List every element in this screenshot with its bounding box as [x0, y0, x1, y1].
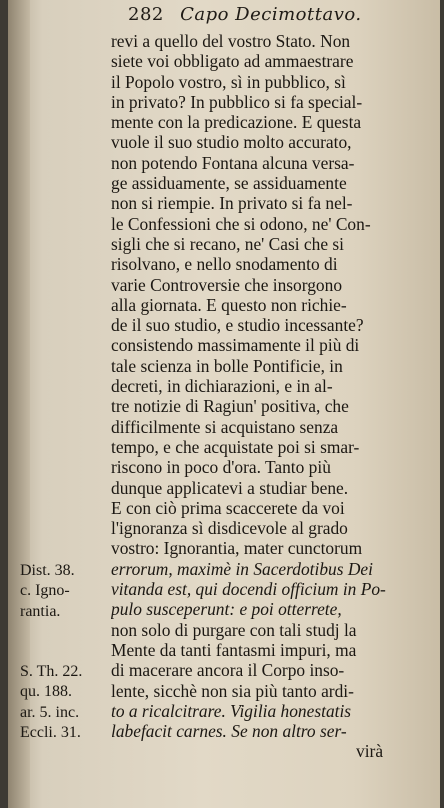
- text-line: tale scienza in bolle Pontificie, in: [111, 355, 343, 376]
- text-line: tempo, e che acquistate poi si smar-: [111, 436, 360, 457]
- page-number: 282: [128, 4, 164, 25]
- text-line: non potendo Fontana alcuna versa-: [111, 152, 355, 173]
- chapter-title: Capo Decimottavo.: [180, 4, 362, 25]
- text-line: labefacit carnes. Se non altro ser-: [111, 721, 347, 742]
- text-line: vostro: Ignorantia, mater cunctorum: [111, 538, 363, 559]
- text-line: alla giornata. E questo non richie-: [111, 294, 347, 315]
- running-header: [128, 4, 362, 28]
- text-line: il Popolo vostro, sì in pubblico, sì: [111, 71, 346, 92]
- margin-note-line: Dist. 38.: [20, 562, 75, 579]
- text-line: non si riempie. In privato si fa nel-: [111, 193, 353, 214]
- text-line: lente, sicchè non sia più tanto ardi-: [111, 680, 354, 701]
- text-line: de il suo studio, e studio incessante?: [111, 315, 364, 336]
- text-line: consistendo massimamente il più di: [111, 335, 360, 356]
- text-line: to a ricalcitrare. Vigilia honestatis: [111, 700, 352, 721]
- margin-note-citation: [20, 561, 106, 622]
- text-line: errorum, maximè in Sacerdotibus Dei: [111, 558, 373, 579]
- margin-note-line: S. Th. 22.: [20, 663, 83, 680]
- text-line: vitanda est, qui docendi officium in Po-: [111, 579, 386, 600]
- text-line: siete voi obbligato ad ammaestrare: [111, 51, 354, 72]
- margin-note-citation: [20, 662, 106, 743]
- text-line: varie Controversie che insorgono: [111, 274, 343, 295]
- text-line: sigli che si recano, ne' Casi che si: [111, 233, 345, 254]
- text-line: di macerare ancora il Corpo inso-: [111, 660, 345, 681]
- book-page: [8, 0, 440, 808]
- text-line: le Confessioni che si odono, ne' Con-: [111, 213, 371, 234]
- margin-note-line: ar. 5. inc.: [20, 703, 80, 721]
- text-line: difficilmente si acquistano senza: [111, 416, 339, 437]
- margin-note-line: Eccli. 31.: [20, 723, 81, 741]
- text-line: revi a quello del vostro Stato. Non: [111, 31, 351, 51]
- text-line: decreti, in dichiarazioni, e in al-: [111, 376, 333, 397]
- text-line: virà: [356, 741, 384, 762]
- text-line: ge assiduamente, se assiduamente: [111, 173, 347, 194]
- text-line: E con ciò prima scaccerete da voi: [111, 497, 345, 518]
- text-line: mente con la predicazione. E questa: [111, 112, 362, 133]
- body-text: [111, 31, 433, 762]
- text-line: dunque applicatevi a studiar bene.: [111, 477, 349, 498]
- text-line: riscono in poco d'ora. Tanto più: [111, 457, 331, 478]
- text-line: tre notizie di Ragiun' positiva, che: [111, 396, 349, 417]
- text-line: risolvano, e nello snodamento di: [111, 254, 338, 275]
- text-line: non solo di purgare con tali studj la: [111, 619, 357, 640]
- text-line: l'ignoranza sì disdicevole al grado: [111, 518, 348, 539]
- margin-note-line: c. Igno-: [20, 582, 70, 600]
- text-line: in privato? In pubblico si fa special-: [111, 91, 363, 112]
- margin-note-line: rantia.: [20, 602, 61, 620]
- text-line: vuole il suo studio molto accurato,: [111, 132, 352, 153]
- text-line: pulo susceperunt: e poi otterrete,: [111, 599, 342, 620]
- text-line: Mente da tanti fantasmi impuri, ma: [111, 639, 357, 660]
- margin-note-line: qu. 188.: [20, 683, 72, 701]
